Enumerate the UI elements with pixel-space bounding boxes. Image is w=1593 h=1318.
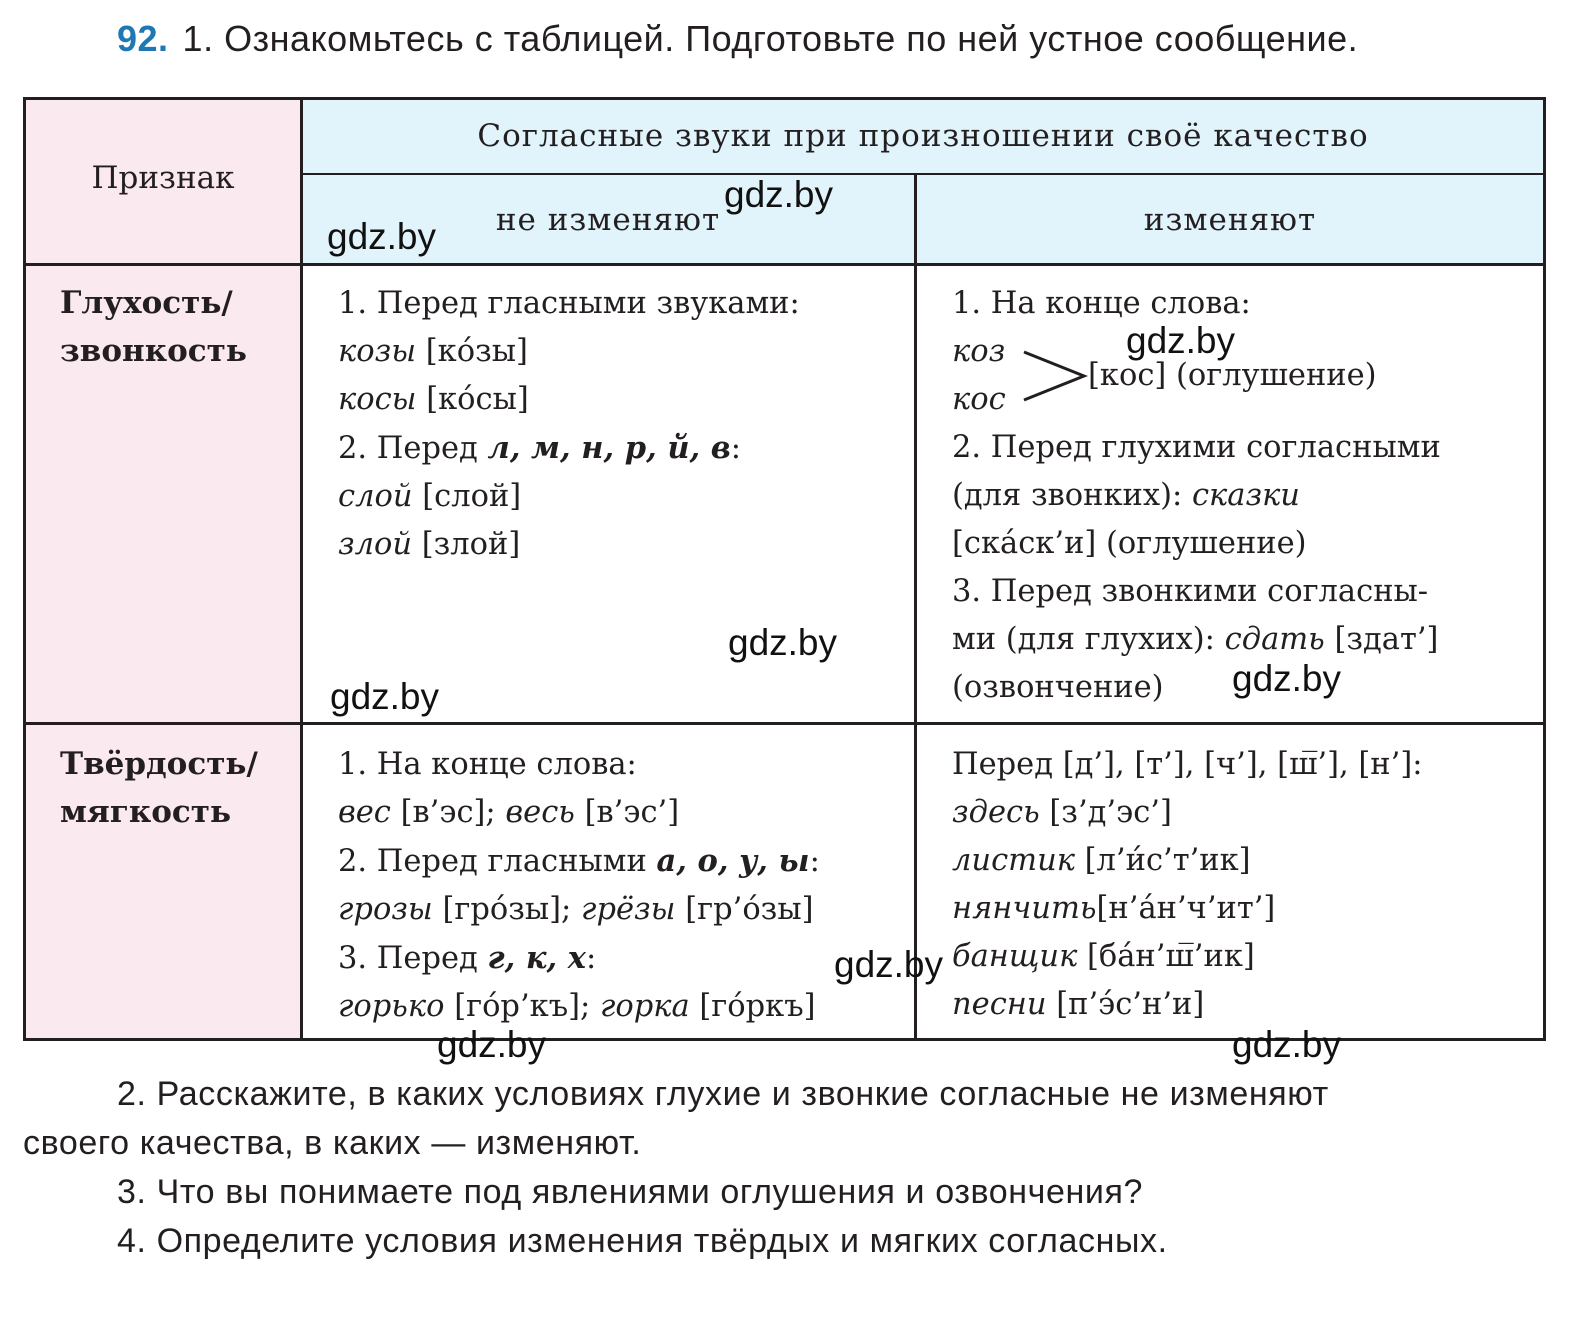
watermark: gdz.by xyxy=(1232,658,1342,699)
example-word-kos: кос xyxy=(952,382,1006,417)
text-line: 2. Перед глухими согласными xyxy=(952,430,1441,465)
watermark: gdz.by xyxy=(728,622,838,663)
example-transcription: [кос] (оглушение) xyxy=(1088,358,1377,393)
header-not-change: не изменяют xyxy=(495,202,721,238)
example-line: злой [злой] xyxy=(338,527,521,562)
text-line: 1. Перед гласными звуками: xyxy=(338,286,800,321)
task-1-text: 1. Ознакомьтесь с таблицей. Подготовьте по ней устное сообщение. xyxy=(182,18,1359,59)
text-line: ми (для глухих): сдать [здат’] xyxy=(952,622,1439,657)
example-line: банщик [ба́н’ш̅’ик] xyxy=(952,939,1255,974)
row1-label xyxy=(60,279,247,375)
text-line: 1. На конце слова: xyxy=(338,747,637,782)
row1-label-line2: звонкость xyxy=(60,333,247,369)
text-line: (для звонких): сказки xyxy=(952,478,1300,513)
row1-left-cell xyxy=(338,280,800,569)
text-line: Перед [д’], [т’], [ч’], [ш̅’], [н’]: xyxy=(952,747,1423,782)
example-line: вес [в’эс]; весь [в’эс’] xyxy=(338,795,680,830)
text-line: 2. Перед гласными а, о, у, ы: xyxy=(338,843,820,879)
watermark: gdz.by xyxy=(834,944,944,985)
watermark: gdz.by xyxy=(724,174,834,215)
example-line: листик [л’и́с’т’ик] xyxy=(952,843,1251,878)
header-feature: Признак xyxy=(91,160,235,196)
row1-label-line1: Глухость/ xyxy=(60,285,233,321)
table-border-top xyxy=(23,97,1546,100)
example-line: косы [ко́сы] xyxy=(338,382,529,417)
watermark: gdz.by xyxy=(327,216,437,257)
table-divider-rows xyxy=(23,722,1546,725)
table-divider-header xyxy=(23,263,1546,266)
watermark: gdz.by xyxy=(330,676,440,717)
table-divider-subheader xyxy=(302,173,1546,175)
example-line: козы [ко́зы] xyxy=(338,334,528,369)
text-line: 3. Перед г, к, х: xyxy=(338,940,597,976)
example-line: здесь [з’д’эс’] xyxy=(952,795,1172,830)
task-4: 4. Определите условия изменения твёрдых и мягких согласных. xyxy=(117,1222,1168,1260)
row2-label-line1: Твёрдость/ xyxy=(60,746,258,782)
row1-right-cell xyxy=(952,280,1532,712)
exercise-number: 92. xyxy=(117,18,169,59)
watermark: gdz.by xyxy=(1232,1024,1342,1065)
table-divider-columns xyxy=(914,174,917,1041)
header-change: изменяют xyxy=(1143,202,1317,238)
text-line: (озвончение) xyxy=(952,670,1164,705)
text-line: 2. Перед л, м, н, р, й, в: xyxy=(338,430,742,466)
table-border-left xyxy=(23,97,26,1041)
row2-left-cell xyxy=(338,741,820,1031)
task-2-line-1: 2. Расскажите, в каких условиях глухие и звонкие согласные не изменяют xyxy=(117,1075,1329,1113)
devoicing-diagram xyxy=(952,328,1532,424)
example-line: песни [п’э́с’н’и] xyxy=(952,987,1205,1022)
exercise-title xyxy=(117,18,1358,60)
watermark: gdz.by xyxy=(1126,320,1236,361)
example-line: нянчить[н’а́н’ч’ит’] xyxy=(952,891,1276,926)
header-group: Согласные звуки при произношении своё качество xyxy=(477,118,1369,154)
task-2-line-2: своего качества, в каких — изменяют. xyxy=(23,1124,642,1162)
example-line: горько [го́р’къ]; горка [го́ркъ] xyxy=(338,989,816,1024)
row2-right-cell xyxy=(952,741,1423,1029)
text-line: 1. На конце слова: xyxy=(952,286,1251,321)
table-border-right xyxy=(1543,97,1546,1041)
task-3: 3. Что вы понимаете под явлениями оглушения и озвончения? xyxy=(117,1173,1143,1211)
example-line: грозы [гро́зы]; грёзы [гр’о́зы] xyxy=(338,892,814,927)
row2-label xyxy=(60,740,258,836)
example-word-koz: коз xyxy=(952,334,1006,369)
text-line: [ска́ск’и] (оглушение) xyxy=(952,526,1307,561)
row2-label-line2: мягкость xyxy=(60,794,232,830)
feature-column-bg xyxy=(24,98,302,1040)
watermark: gdz.by xyxy=(437,1024,547,1065)
example-line: слой [слой] xyxy=(338,479,522,514)
text-line: 3. Перед звонкими согласны- xyxy=(952,574,1429,609)
table-divider-feature xyxy=(300,97,303,1041)
merge-arrow-icon xyxy=(1022,346,1088,406)
